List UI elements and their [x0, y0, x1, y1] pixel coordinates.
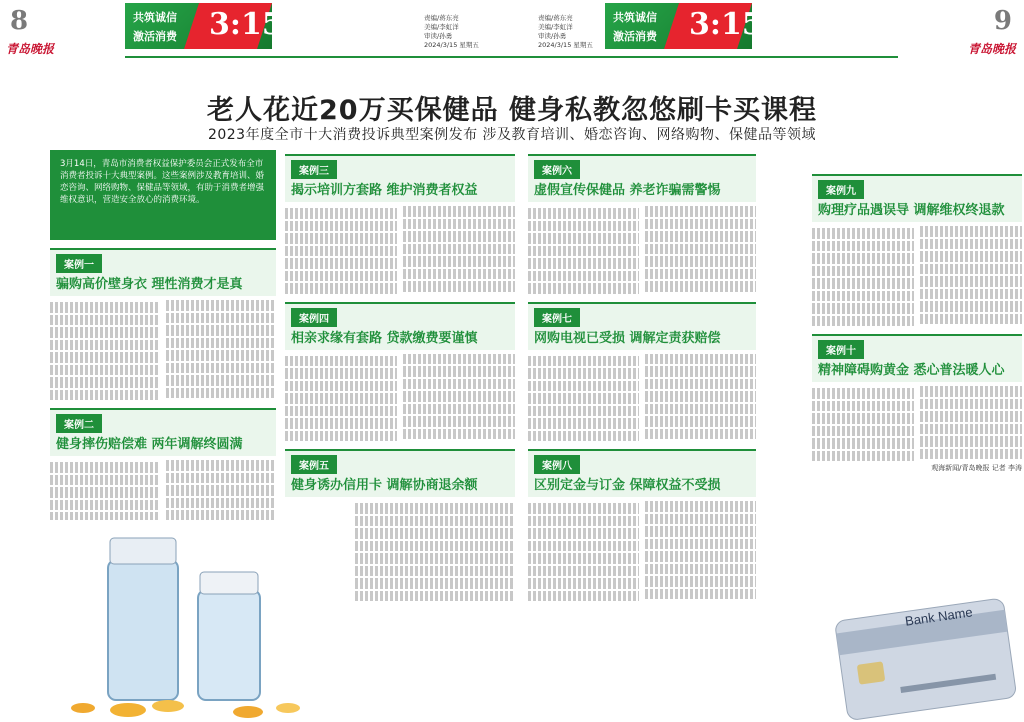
case-tag: 案例四 — [291, 308, 337, 327]
banner-date: 3:15 — [209, 7, 283, 42]
meta-line: 2024/3/15 星期五 — [538, 41, 593, 49]
meta-line: 责编/蒋东亮 — [538, 14, 573, 22]
byline: 观海新闻/青岛晚报 记者 李涛 — [931, 464, 1022, 472]
case-tag: 案例二 — [56, 414, 102, 433]
card-label: Bank Name — [904, 604, 974, 629]
right-editor-meta — [538, 14, 593, 50]
case-title: 购理疗品遇误导 调解维权终退款 — [818, 203, 1005, 218]
case-title-bar — [285, 154, 515, 202]
sub-headline: 2023年度全市十大消费投诉典型案例发布 涉及教育培训、婚恋咨询、网络购物、保健品等领域 — [207, 127, 817, 143]
meta-line: 审读/孙勇 — [538, 32, 567, 40]
meta-line: 责编/蒋东亮 — [424, 14, 459, 22]
consumer-day-banner-right — [605, 3, 763, 49]
meta-line: 2024/3/15 星期五 — [424, 41, 479, 49]
banner-line1: 共筑诚信 — [613, 11, 657, 24]
case-tag: 案例八 — [534, 455, 580, 474]
case-7 — [528, 302, 756, 442]
case-9 — [812, 174, 1022, 326]
case-tag: 案例七 — [534, 308, 580, 327]
case-title-bar — [528, 449, 756, 497]
column-3 — [528, 150, 756, 601]
case-4 — [285, 302, 515, 442]
left-page-number: 8 — [10, 6, 29, 36]
case-3 — [285, 154, 515, 294]
bank-card-image — [820, 590, 1020, 720]
case-body — [285, 354, 515, 442]
case-title-bar — [528, 302, 756, 350]
case-body — [812, 226, 1022, 326]
left-editor-meta — [424, 14, 479, 50]
case-10 — [812, 334, 1022, 473]
case-body — [812, 386, 1022, 461]
case-title-bar — [50, 408, 276, 456]
consumer-day-banner-left — [125, 3, 283, 49]
meta-line: 审读/孙勇 — [424, 32, 453, 40]
case-body — [285, 206, 515, 294]
case-title: 精神障碍购黄金 悉心普法暖人心 — [818, 363, 1005, 378]
case-title-bar — [812, 334, 1022, 382]
case-title-bar — [528, 154, 756, 202]
case-title: 健身摔伤赔偿难 两年调解终圆满 — [56, 437, 243, 452]
case-title-bar — [285, 302, 515, 350]
intro-box: 3月14日，青岛市消费者权益保护委员会正式发布全市消费者投诉十大典型案例。这些案例涉及教育培训、婚恋咨询、网络购物、保健品等领域，有助于消费者增强维权意识，营造安全放心的消费环境。 — [50, 150, 276, 240]
case-body — [528, 354, 756, 442]
case-title-bar — [812, 174, 1022, 222]
case-title: 网购电视已受损 调解定责获赔偿 — [534, 330, 721, 346]
pill-bottles-image — [48, 520, 348, 720]
banner-line1: 共筑诚信 — [133, 11, 177, 24]
case-6 — [528, 154, 756, 294]
case-tag: 案例一 — [56, 254, 102, 273]
case-title: 健身诱办信用卡 调解协商退余额 — [291, 478, 478, 493]
case-body — [50, 300, 276, 400]
case-title-bar — [50, 248, 276, 296]
newspaper-logo-right: 青岛晚报 — [967, 42, 1016, 56]
main-headline: 老人花近20万买保健品 健身私教忽悠刷卡买课程 — [207, 95, 817, 126]
header-rule-left — [125, 56, 515, 58]
case-title: 揭示培训方套路 维护消费者权益 — [291, 183, 478, 198]
column-4 — [812, 150, 1022, 473]
case-tag: 案例三 — [291, 160, 337, 179]
meta-line: 美编/李虹洋 — [538, 23, 573, 31]
case-title: 骗购高价壁身衣 理性消费才是真 — [56, 277, 243, 292]
case-tag: 案例五 — [291, 455, 337, 474]
column-1 — [50, 150, 276, 535]
case-1 — [50, 248, 276, 400]
page-header — [0, 0, 1024, 62]
case-body — [528, 206, 756, 294]
case-tag: 案例九 — [818, 180, 864, 199]
case-body — [355, 501, 515, 601]
meta-line: 美编/李虹洋 — [424, 23, 459, 31]
case-title: 相亲求缘有套路 贷款缴费要谨慎 — [291, 330, 478, 346]
case-tag: 案例十 — [818, 340, 864, 359]
banner-line2: 激活消费 — [133, 30, 177, 43]
case-8 — [528, 449, 756, 601]
newspaper-logo-left: 青岛晚报 — [6, 42, 55, 56]
banner-date: 3:15 — [689, 7, 763, 42]
case-title: 虚假宣传保健品 养老诈骗需警惕 — [534, 183, 721, 198]
case-title: 区别定金与订金 保障权益不受损 — [534, 478, 721, 493]
right-page-number: 9 — [993, 6, 1012, 36]
case-title-bar — [285, 449, 515, 497]
case-body — [528, 501, 756, 601]
case-tag: 案例六 — [534, 160, 580, 179]
header-rule-right — [510, 56, 898, 58]
banner-line2: 激活消费 — [613, 30, 657, 43]
case-2 — [50, 408, 276, 535]
